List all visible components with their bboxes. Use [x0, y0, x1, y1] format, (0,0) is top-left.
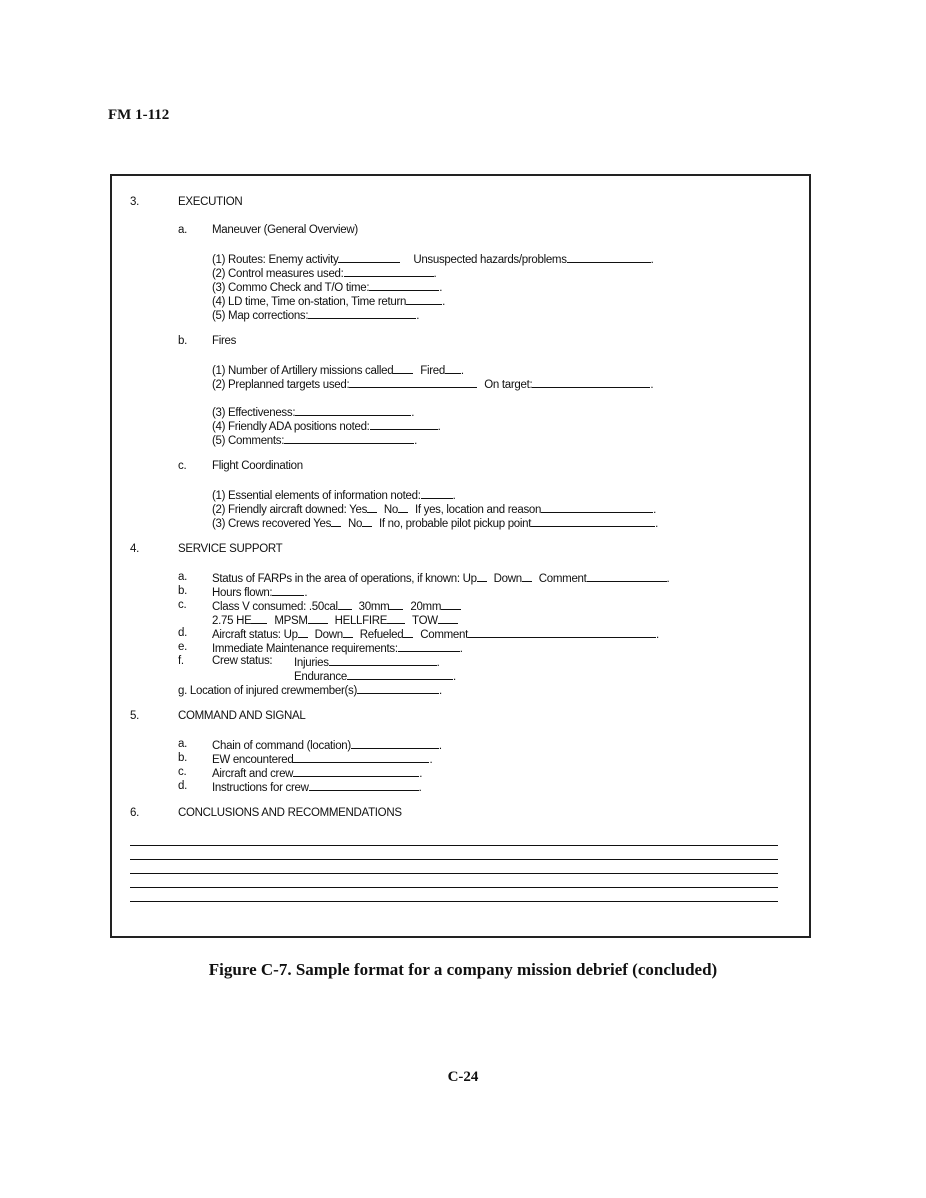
- blank-field[interactable]: [532, 376, 650, 388]
- blank-field[interactable]: [251, 612, 267, 624]
- blank-field[interactable]: [403, 626, 413, 638]
- form-line-chain-of-command: Chain of command (location) .: [212, 737, 442, 753]
- form-line-endurance: Endurance .: [294, 668, 456, 684]
- form-line-comments: (5) Comments: .: [212, 432, 417, 448]
- section-number: 3.: [130, 196, 139, 208]
- blank-field[interactable]: [362, 515, 372, 527]
- blank-field[interactable]: [293, 751, 429, 763]
- blank-field[interactable]: [387, 612, 405, 624]
- blank-field[interactable]: [293, 765, 419, 777]
- document-id: FM 1-112: [108, 107, 170, 123]
- blank-field[interactable]: [344, 265, 434, 277]
- form-line-commo-check: (3) Commo Check and T/O time: .: [212, 279, 442, 295]
- item-letter: c.: [178, 460, 187, 472]
- form-line-injuries: Injuries .: [294, 654, 440, 670]
- blank-field[interactable]: [445, 362, 461, 374]
- writing-line[interactable]: [130, 873, 778, 874]
- item-letter: f.: [178, 655, 184, 667]
- blank-field[interactable]: [367, 501, 377, 513]
- blank-field[interactable]: [441, 598, 461, 610]
- form-line-routes: (1) Routes: Enemy activity Unsuspected hazards/problems .: [212, 251, 654, 267]
- form-line-class-v: Class V consumed: .50cal 30mm 20mm: [212, 598, 461, 614]
- form-line-map-corrections: (5) Map corrections: .: [212, 307, 419, 323]
- form-line-aircraft-downed: (2) Friendly aircraft downed: Yes No If yes, location and reason .: [212, 501, 656, 517]
- writing-line[interactable]: [130, 901, 778, 902]
- blank-field[interactable]: [351, 737, 439, 749]
- item-letter: b.: [178, 585, 187, 597]
- subsection-title-flight-coordination: Flight Coordination: [212, 460, 303, 472]
- section-number: 6.: [130, 807, 139, 819]
- form-line-ld-time: (4) LD time, Time on-station, Time return .: [212, 293, 445, 309]
- blank-field[interactable]: [309, 779, 419, 791]
- section-number: 4.: [130, 543, 139, 555]
- form-line-hours-flown: Hours flown: .: [212, 584, 307, 600]
- form-line-friendly-ada: (4) Friendly ADA positions noted: .: [212, 418, 440, 434]
- item-letter: c.: [178, 766, 187, 778]
- item-letter: e.: [178, 641, 187, 653]
- blank-field[interactable]: [308, 307, 416, 319]
- form-line-aircraft-status: Aircraft status: Up Down Refueled Comment .: [212, 626, 659, 642]
- blank-field[interactable]: [541, 501, 653, 513]
- form-line-class-v-munitions: 2.75 HE MPSM HELLFIRE TOW: [212, 612, 458, 628]
- writing-line[interactable]: [130, 845, 778, 846]
- blank-field[interactable]: [531, 515, 655, 527]
- blank-field[interactable]: [295, 404, 411, 416]
- blank-field[interactable]: [398, 640, 460, 652]
- form-line-artillery-missions: (1) Number of Artillery missions called Fired .: [212, 362, 464, 378]
- page-number: C-24: [447, 1069, 479, 1085]
- form-line-maintenance: Immediate Maintenance requirements: .: [212, 640, 463, 656]
- section-title-execution: EXECUTION: [178, 196, 243, 208]
- form-line-eei: (1) Essential elements of information noted: .: [212, 487, 456, 503]
- item-letter: a.: [178, 571, 187, 583]
- blank-field[interactable]: [272, 584, 304, 596]
- blank-field[interactable]: [587, 570, 667, 582]
- section-number: 5.: [130, 710, 139, 722]
- item-letter: b.: [178, 335, 187, 347]
- subsection-title-fires: Fires: [212, 335, 237, 347]
- blank-field[interactable]: [357, 682, 439, 694]
- blank-field[interactable]: [370, 418, 438, 430]
- form-line-instructions: Instructions for crew .: [212, 779, 422, 795]
- writing-line[interactable]: [130, 859, 778, 860]
- item-letter: c.: [178, 599, 187, 611]
- blank-field[interactable]: [329, 654, 437, 666]
- form-line-effectiveness: (3) Effectiveness: .: [212, 404, 414, 420]
- section-title-command-signal: COMMAND AND SIGNAL: [178, 710, 306, 722]
- blank-field[interactable]: [338, 251, 400, 263]
- blank-field[interactable]: [398, 501, 408, 513]
- form-line-crew-status: Crew status:: [212, 655, 273, 667]
- subsection-title-maneuver: Maneuver (General Overview): [212, 224, 358, 236]
- blank-field[interactable]: [477, 570, 487, 582]
- item-letter: a.: [178, 224, 187, 236]
- blank-field[interactable]: [389, 598, 403, 610]
- blank-field[interactable]: [522, 570, 532, 582]
- form-line-crews-recovered: (3) Crews recovered Yes No If no, probable pilot pickup point .: [212, 515, 658, 531]
- blank-field[interactable]: [438, 612, 458, 624]
- blank-field[interactable]: [369, 279, 439, 291]
- figure-caption: Figure C-7. Sample format for a company mission debrief (concluded): [208, 960, 718, 979]
- blank-field[interactable]: [338, 598, 352, 610]
- item-letter: d.: [178, 780, 187, 792]
- blank-field[interactable]: [567, 251, 651, 263]
- item-letter: b.: [178, 752, 187, 764]
- blank-field[interactable]: [343, 626, 353, 638]
- form-line-preplanned-targets: (2) Preplanned targets used: On target: .: [212, 376, 653, 392]
- blank-field[interactable]: [308, 612, 328, 624]
- blank-field[interactable]: [421, 487, 453, 499]
- blank-field[interactable]: [298, 626, 308, 638]
- writing-line[interactable]: [130, 887, 778, 888]
- section-title-service-support: SERVICE SUPPORT: [178, 543, 283, 555]
- blank-field[interactable]: [349, 376, 477, 388]
- blank-field[interactable]: [347, 668, 453, 680]
- form-line-injured-location: g. Location of injured crewmember(s) .: [178, 682, 442, 698]
- form-line-ew-encountered: EW encountered .: [212, 751, 432, 767]
- form-line-aircraft-crew: Aircraft and crew .: [212, 765, 422, 781]
- blank-field[interactable]: [468, 626, 656, 638]
- item-letter: d.: [178, 627, 187, 639]
- blank-field[interactable]: [406, 293, 442, 305]
- blank-field[interactable]: [331, 515, 341, 527]
- item-letter: a.: [178, 738, 187, 750]
- section-title-conclusions: CONCLUSIONS AND RECOMMENDATIONS: [178, 807, 402, 819]
- blank-field[interactable]: [393, 362, 413, 374]
- form-line-farps: Status of FARPs in the area of operations, if known: Up Down Comment .: [212, 570, 669, 586]
- form-line-control-measures: (2) Control measures used: .: [212, 265, 436, 281]
- debrief-form: [110, 174, 811, 938]
- blank-field[interactable]: [284, 432, 414, 444]
